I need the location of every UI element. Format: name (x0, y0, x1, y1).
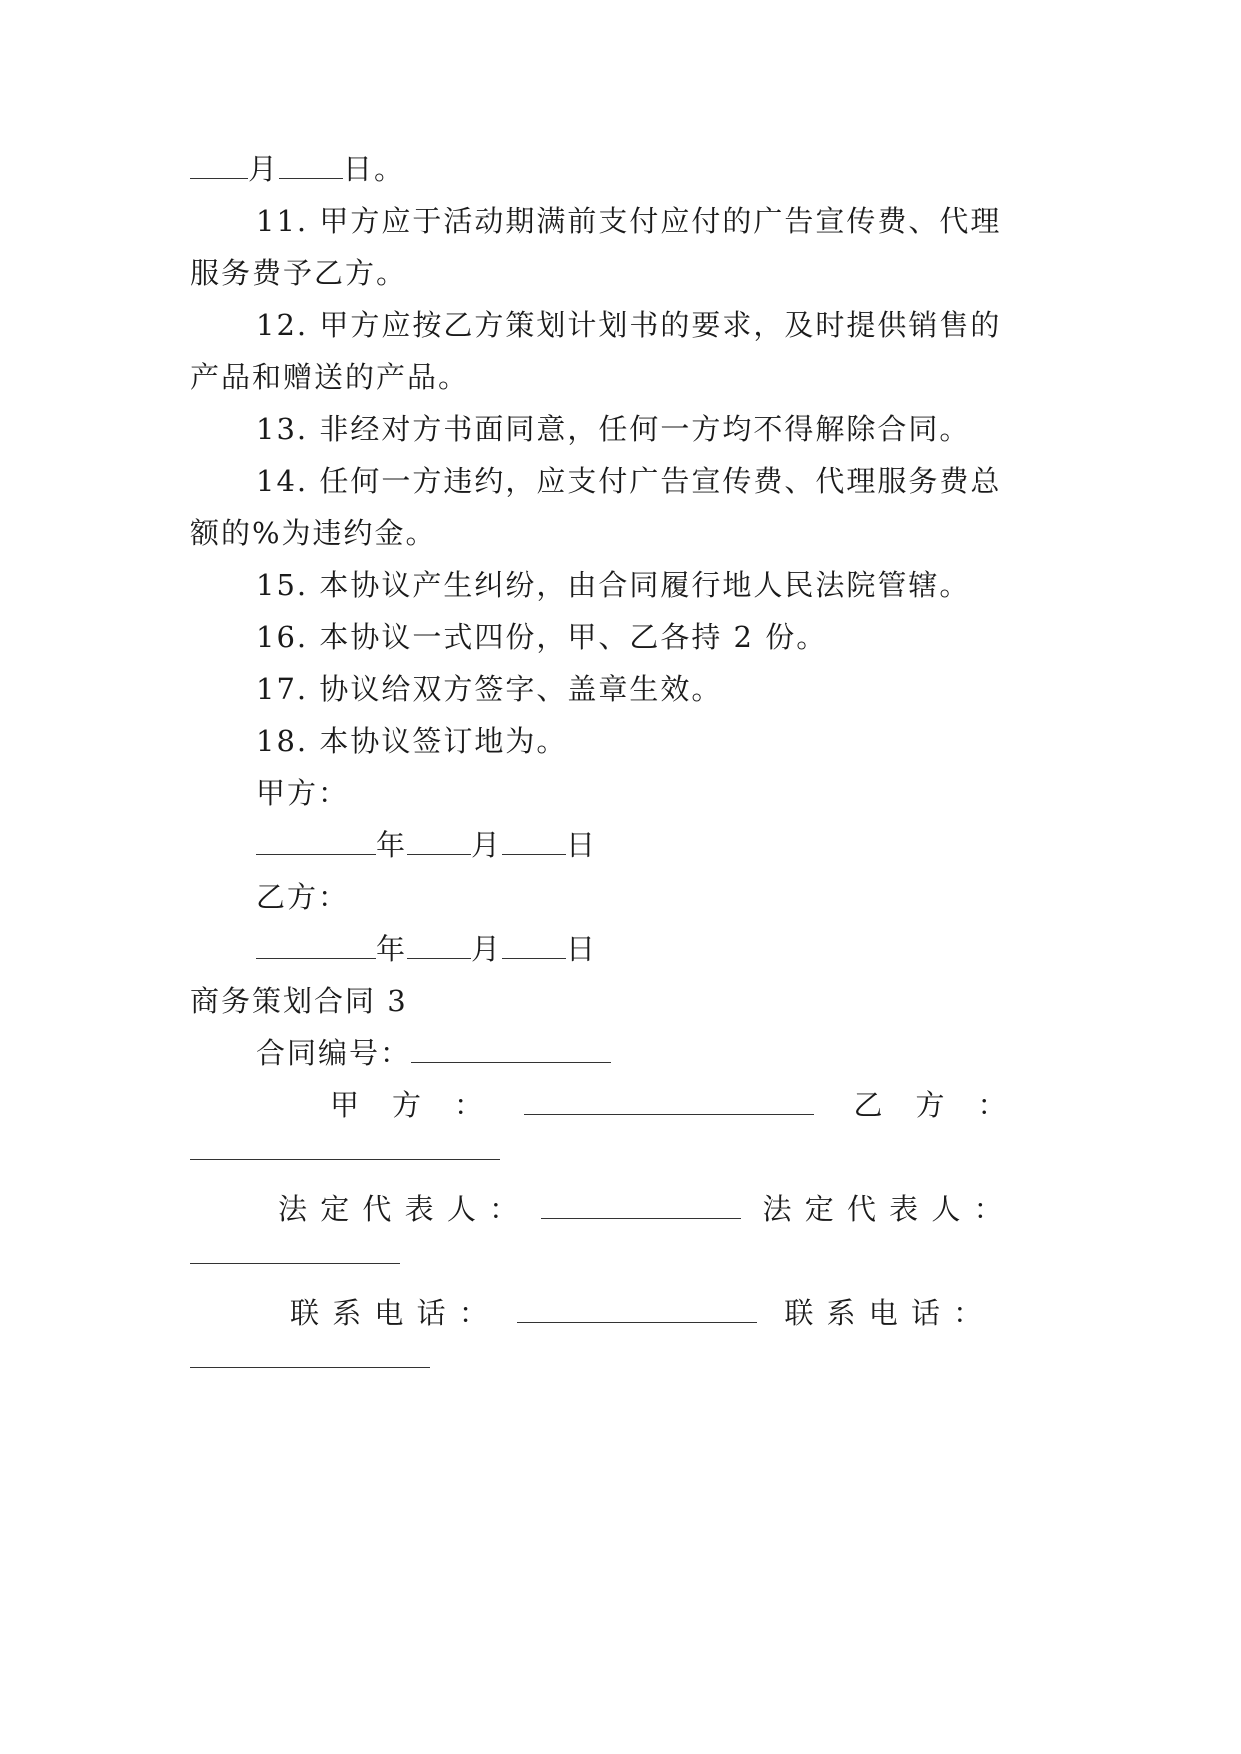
party-a-field-label: 甲 方 ： (330, 1088, 486, 1122)
clause-16: 16. 本协议一式四份，甲、乙各持 2 份。 (256, 620, 828, 654)
legal-rep-a-blank (541, 1194, 741, 1219)
legal-rep-b-blank (190, 1263, 400, 1264)
legal-rep-row (278, 1180, 1040, 1238)
phone-a-label: 联 系 电 话 ： (290, 1296, 490, 1330)
blank-underline (279, 154, 343, 179)
party-a-date-line (256, 816, 1070, 874)
clause-12-line-1: 12. 甲方应按乙方策划计划书的要求，及时提供销售的 (256, 308, 1002, 342)
party-a-blank (524, 1090, 814, 1115)
day-text: 日。 (343, 152, 406, 186)
phone-row (290, 1284, 1040, 1342)
month-text: 月 (471, 828, 503, 862)
contract-number-blank (411, 1038, 611, 1063)
month-text: 月 (248, 152, 280, 186)
day-text: 日 (566, 932, 598, 966)
legal-rep-a-label: 法 定 代 表 人 ： (278, 1192, 521, 1226)
clause-13: 13. 非经对方书面同意，任何一方均不得解除合同。 (256, 412, 971, 446)
party-b-field-label: 乙 方 ： (853, 1088, 1009, 1122)
contract-number-label: 合同编号： (256, 1036, 412, 1070)
day-text: 日 (566, 828, 598, 862)
year-blank (256, 830, 376, 855)
year-blank (256, 934, 376, 959)
year-text: 年 (376, 828, 408, 862)
date-line-fragment (190, 140, 1070, 198)
legal-rep-b-label: 法 定 代 表 人 ： (762, 1192, 1005, 1226)
party-row (330, 1076, 1040, 1134)
party-b-blank (190, 1159, 500, 1160)
party-b-label: 乙方： (256, 880, 350, 914)
contract-number-line (256, 1024, 1070, 1082)
section-heading: 商务策划合同 3 (190, 984, 408, 1018)
phone-b-blank (190, 1367, 430, 1368)
phone-b-label: 联 系 电 话 ： (784, 1296, 985, 1330)
day-blank (502, 934, 566, 959)
party-a-label: 甲方： (256, 776, 350, 810)
clause-11-line-2: 服务费予乙方。 (190, 256, 408, 290)
clause-17: 17. 协议给双方签字、盖章生效。 (256, 672, 723, 706)
clause-14-line-2: 额的%为违约金。 (190, 516, 437, 550)
clause-12-line-2: 产品和赠送的产品。 (190, 360, 470, 394)
clause-11-line-1: 11. 甲方应于活动期满前支付应付的广告宣传费、代理 (256, 204, 1002, 238)
day-blank (502, 830, 566, 855)
clause-15: 15. 本协议产生纠纷，由合同履行地人民法院管辖。 (256, 568, 971, 602)
year-text: 年 (376, 932, 408, 966)
month-blank (407, 934, 471, 959)
month-text: 月 (471, 932, 503, 966)
clause-14-line-1: 14. 任何一方违约，应支付广告宣传费、代理服务费总 (256, 464, 1002, 498)
blank-underline (190, 154, 248, 179)
phone-a-blank (517, 1298, 757, 1323)
party-b-date-line (256, 920, 1070, 978)
month-blank (407, 830, 471, 855)
clause-18: 18. 本协议签订地为。 (256, 724, 568, 758)
